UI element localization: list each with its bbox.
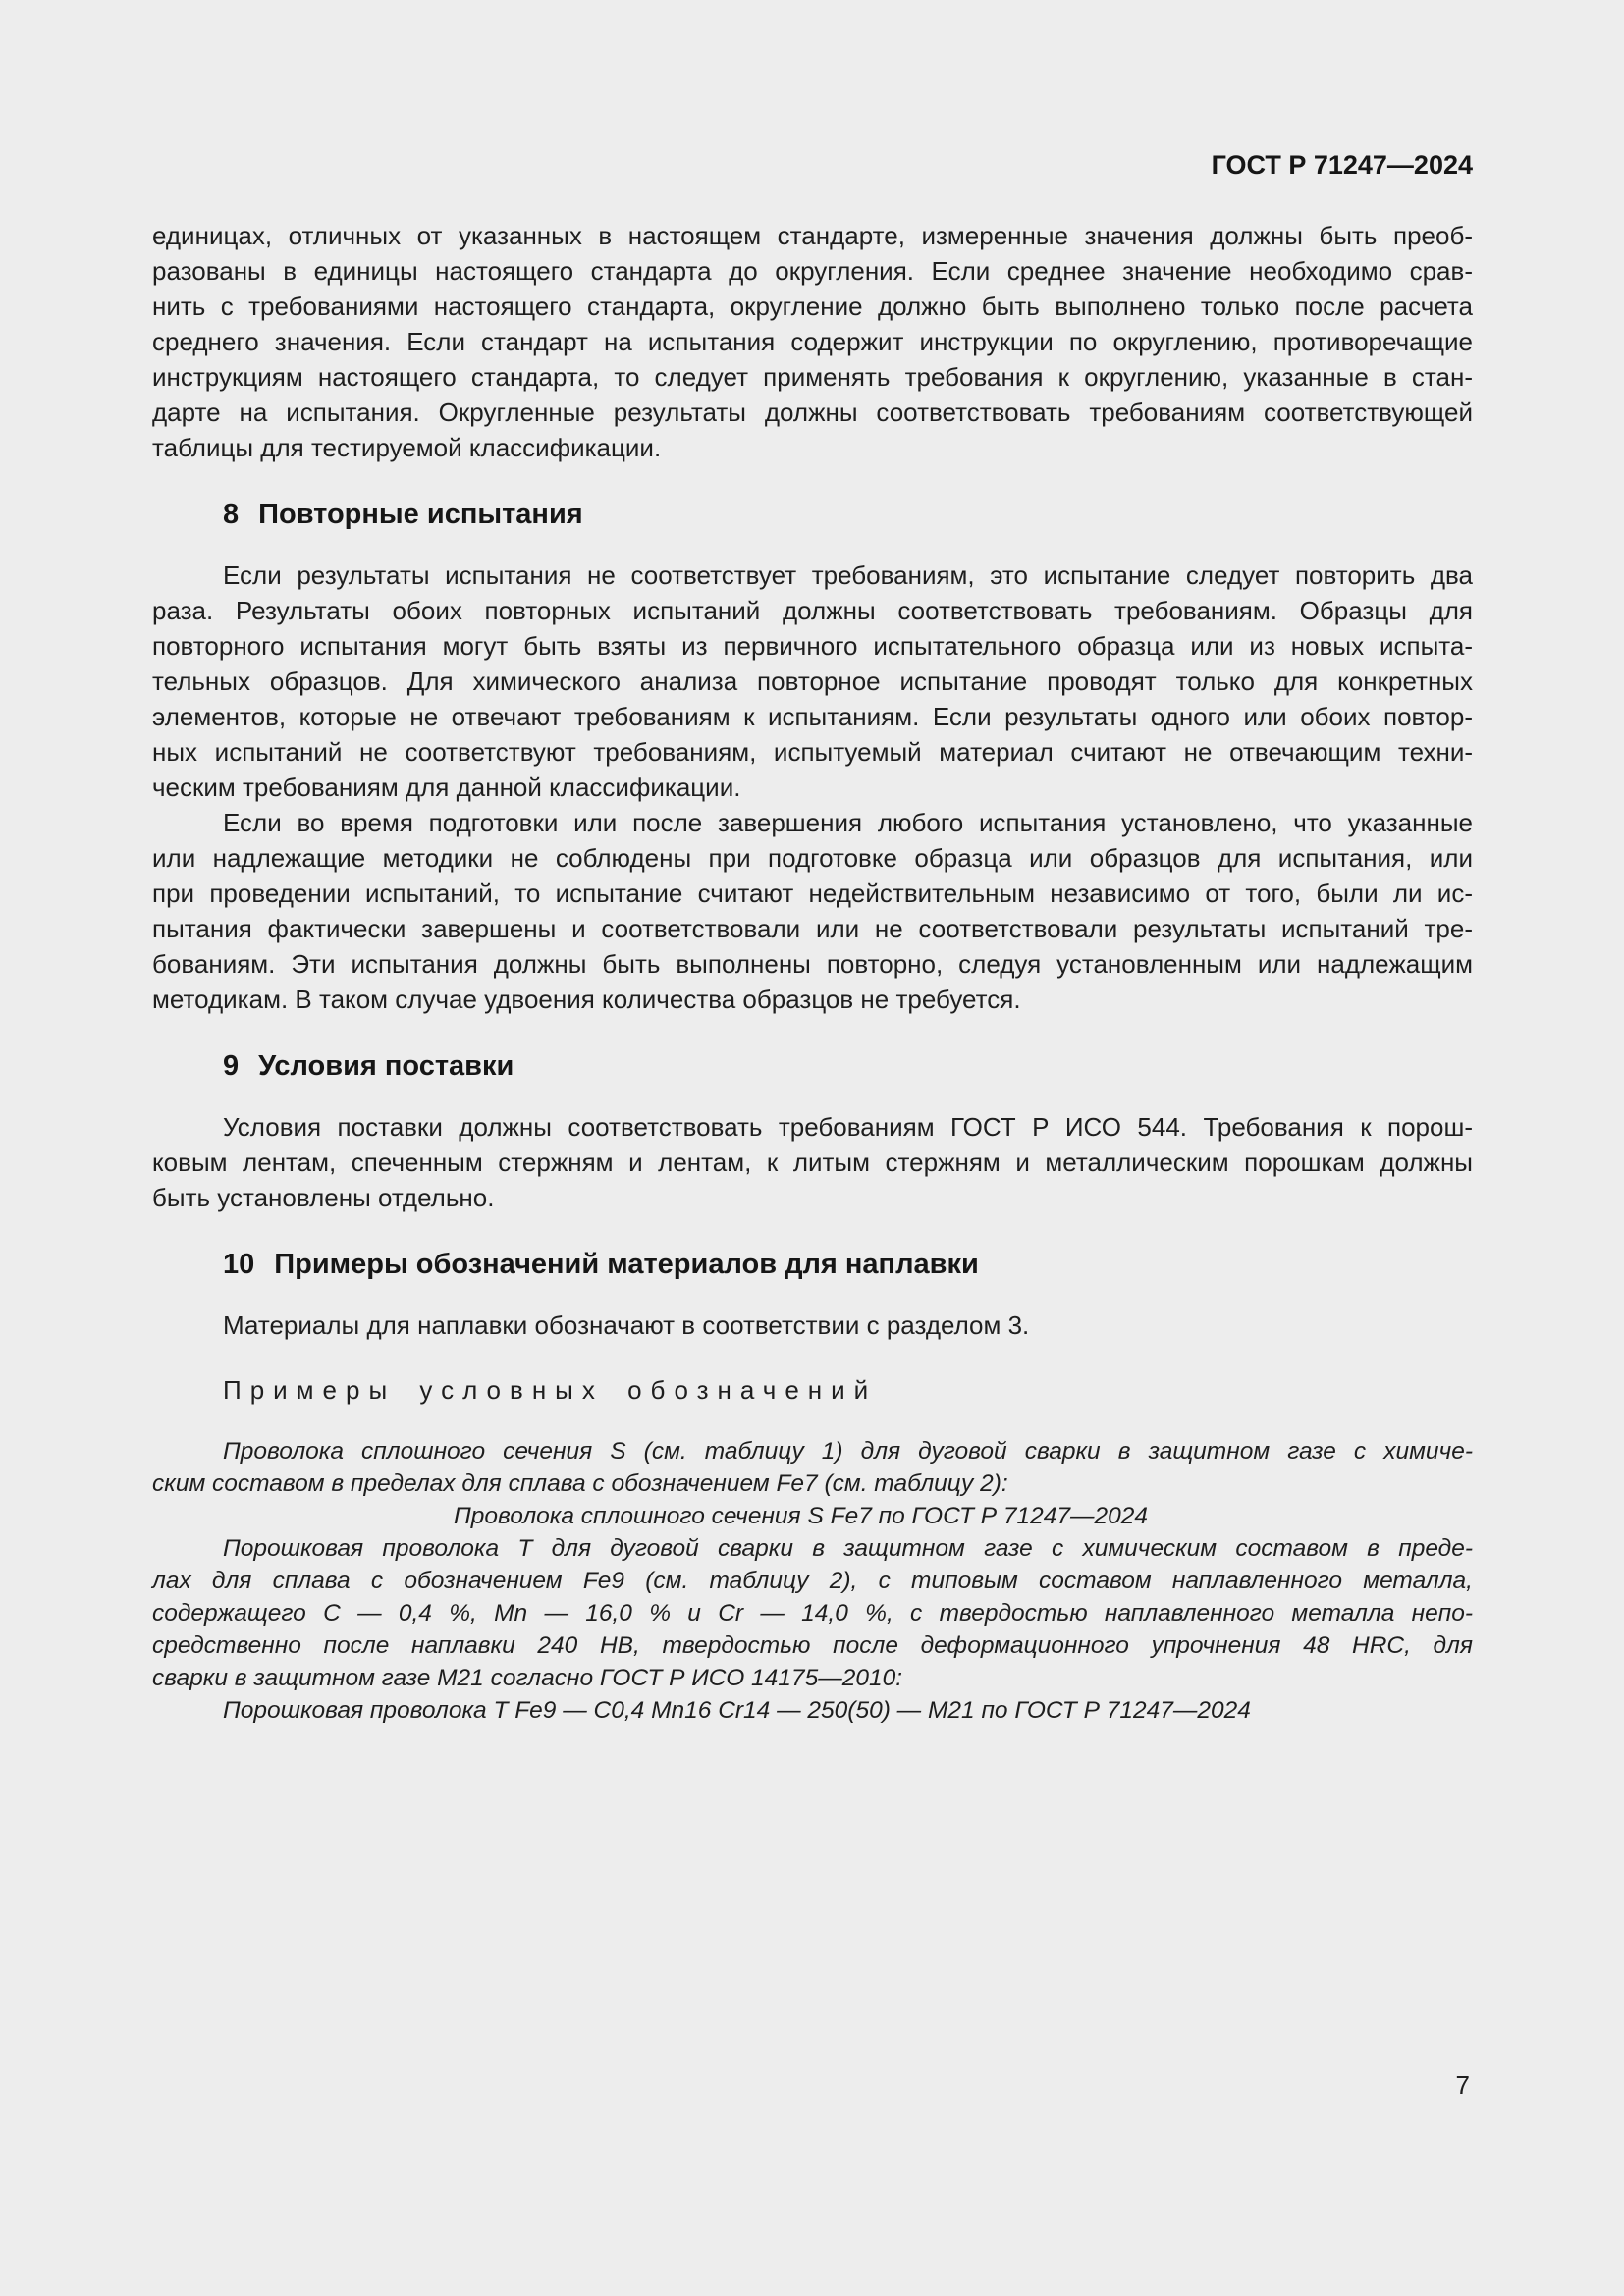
example-2-designation: Порошковая проволока Т Fe9 — C0,4 Mn16 Cr14 — 250(50) — М21 по ГОСТ Р 71247—2024 xyxy=(223,1697,1251,1724)
document-code: ГОСТ Р 71247—2024 xyxy=(1211,150,1473,180)
text-line: лах для сплава с обозначением Fe9 (см. таблицу 2), с типовым составом наплавленного металла, xyxy=(152,1568,1473,1594)
text-line: или надлежащие методики не соблюдены при подготовке образца или образцов для испытания, или xyxy=(152,843,1473,873)
text-line: Если результаты испытания не соответствует требованиям, это испытание следует повторить два xyxy=(223,561,1473,590)
text-line: разованы в единицы настоящего стандарта до округления. Если среднее значение необходимо срав- xyxy=(152,256,1473,286)
text-line: методикам. В таком случае удвоения количества образцов не требуется. xyxy=(152,985,1021,1014)
text-line: повторного испытания могут быть взяты из первичного испытательного образца или из новых испыта- xyxy=(152,631,1473,661)
section-8-title: Повторные испытания xyxy=(258,499,583,530)
section-8-paragraph-2 xyxy=(152,805,1473,1017)
section-8-heading xyxy=(152,497,1473,532)
text-line: Если во время подготовки или после завершения любого испытания установлено, что указанные xyxy=(223,808,1473,837)
intro-paragraph xyxy=(152,218,1473,465)
section-10-number: 10 xyxy=(223,1249,255,1280)
text-line: быть установлены отдельно. xyxy=(152,1183,495,1212)
section-9-heading xyxy=(152,1048,1473,1084)
section-8-paragraph-1 xyxy=(152,558,1473,805)
text-line: раза. Результаты обоих повторных испытаний должны соответствовать требованиям. Образцы для xyxy=(152,596,1473,625)
example-1-text xyxy=(152,1435,1473,1500)
text-line: бованиям. Эти испытания должны быть выполнены повторно, следуя установленным или надлежащим xyxy=(152,949,1473,979)
running-header xyxy=(152,147,1473,183)
text-line: нить с требованиями настоящего стандарта, округление должно быть выполнено только после расчета xyxy=(152,292,1473,321)
example-1-designation: Проволока сплошного сечения S Fe7 по ГОСТ Р 71247—2024 xyxy=(454,1503,1149,1529)
example-2-text xyxy=(152,1532,1473,1694)
text-line: Материалы для наплавки обозначают в соответствии с разделом 3. xyxy=(223,1310,1030,1340)
text-line: при проведении испытаний, то испытание считают недействительным независимо от того, были ли ис- xyxy=(152,879,1473,908)
text-line: пытания фактически завершены и соответствовали или не соответствовали результаты испытаний тре- xyxy=(152,914,1473,943)
section-9-paragraph xyxy=(152,1109,1473,1215)
text-line: Условия поставки должны соответствовать требованиям ГОСТ Р ИСО 544. Требования к порош- xyxy=(223,1112,1473,1142)
section-10-heading xyxy=(152,1247,1473,1282)
text-line: содержащего C — 0,4 %, Mn — 16,0 % и Cr — 14,0 %, с твердостью наплавленного металла непо- xyxy=(152,1600,1473,1627)
text-line: дарте на испытания. Округленные результаты должны соответствовать требованиям соответствующей xyxy=(152,398,1473,427)
text-line: инструкциям настоящего стандарта, то следует применять требования к округлению, указанные в стан- xyxy=(152,362,1473,392)
text-line: ных испытаний не соответствуют требованиям, испытуемый материал считают не отвечающим техни- xyxy=(152,737,1473,767)
text-line: средственно после наплавки 240 НВ, твердостью после деформационного упрочнения 48 HRC, для xyxy=(152,1632,1473,1659)
text-line: ческим требованиям для данной классификации. xyxy=(152,773,741,802)
text-line: Проволока сплошного сечения S (см. таблицу 1) для дуговой сварки в защитном газе с химиче- xyxy=(223,1438,1473,1465)
text-line: таблицы для тестируемой классификации. xyxy=(152,433,662,462)
section-9-number: 9 xyxy=(223,1050,240,1082)
text-line: ковым лентам, спеченным стержням и лентам, к литым стержням и металлическим порошкам должны xyxy=(152,1148,1473,1177)
section-8-number: 8 xyxy=(223,499,240,530)
text-line: тельных образцов. Для химического анализа повторное испытание проводят только для конкретных xyxy=(152,667,1473,696)
page-number: 7 xyxy=(1455,2070,1470,2100)
page-content xyxy=(152,0,1473,1727)
text-line: элементов, которые не отвечают требованиям к испытаниям. Если результаты одного или обоих повтор- xyxy=(152,702,1473,731)
text-line: ским составом в пределах для сплава с обозначением Fe7 (см. таблицу 2): xyxy=(152,1470,1008,1497)
text-line: единицах, отличных от указанных в настоящем стандарте, измеренные значения должны быть преоб- xyxy=(152,221,1473,250)
examples-label: Примеры условных обозначений xyxy=(223,1375,878,1405)
text-line: Порошковая проволока Т для дуговой сварки в защитном газе с химическим составом в преде- xyxy=(223,1535,1473,1562)
section-9-title: Условия поставки xyxy=(258,1050,514,1082)
text-line: среднего значения. Если стандарт на испытания содержит инструкции по округлению, противоречащие xyxy=(152,327,1473,356)
section-10-paragraph xyxy=(152,1308,1473,1343)
text-line: сварки в защитном газе М21 согласно ГОСТ Р ИСО 14175—2010: xyxy=(152,1665,902,1691)
section-10-title: Примеры обозначений материалов для наплавки xyxy=(274,1249,979,1280)
